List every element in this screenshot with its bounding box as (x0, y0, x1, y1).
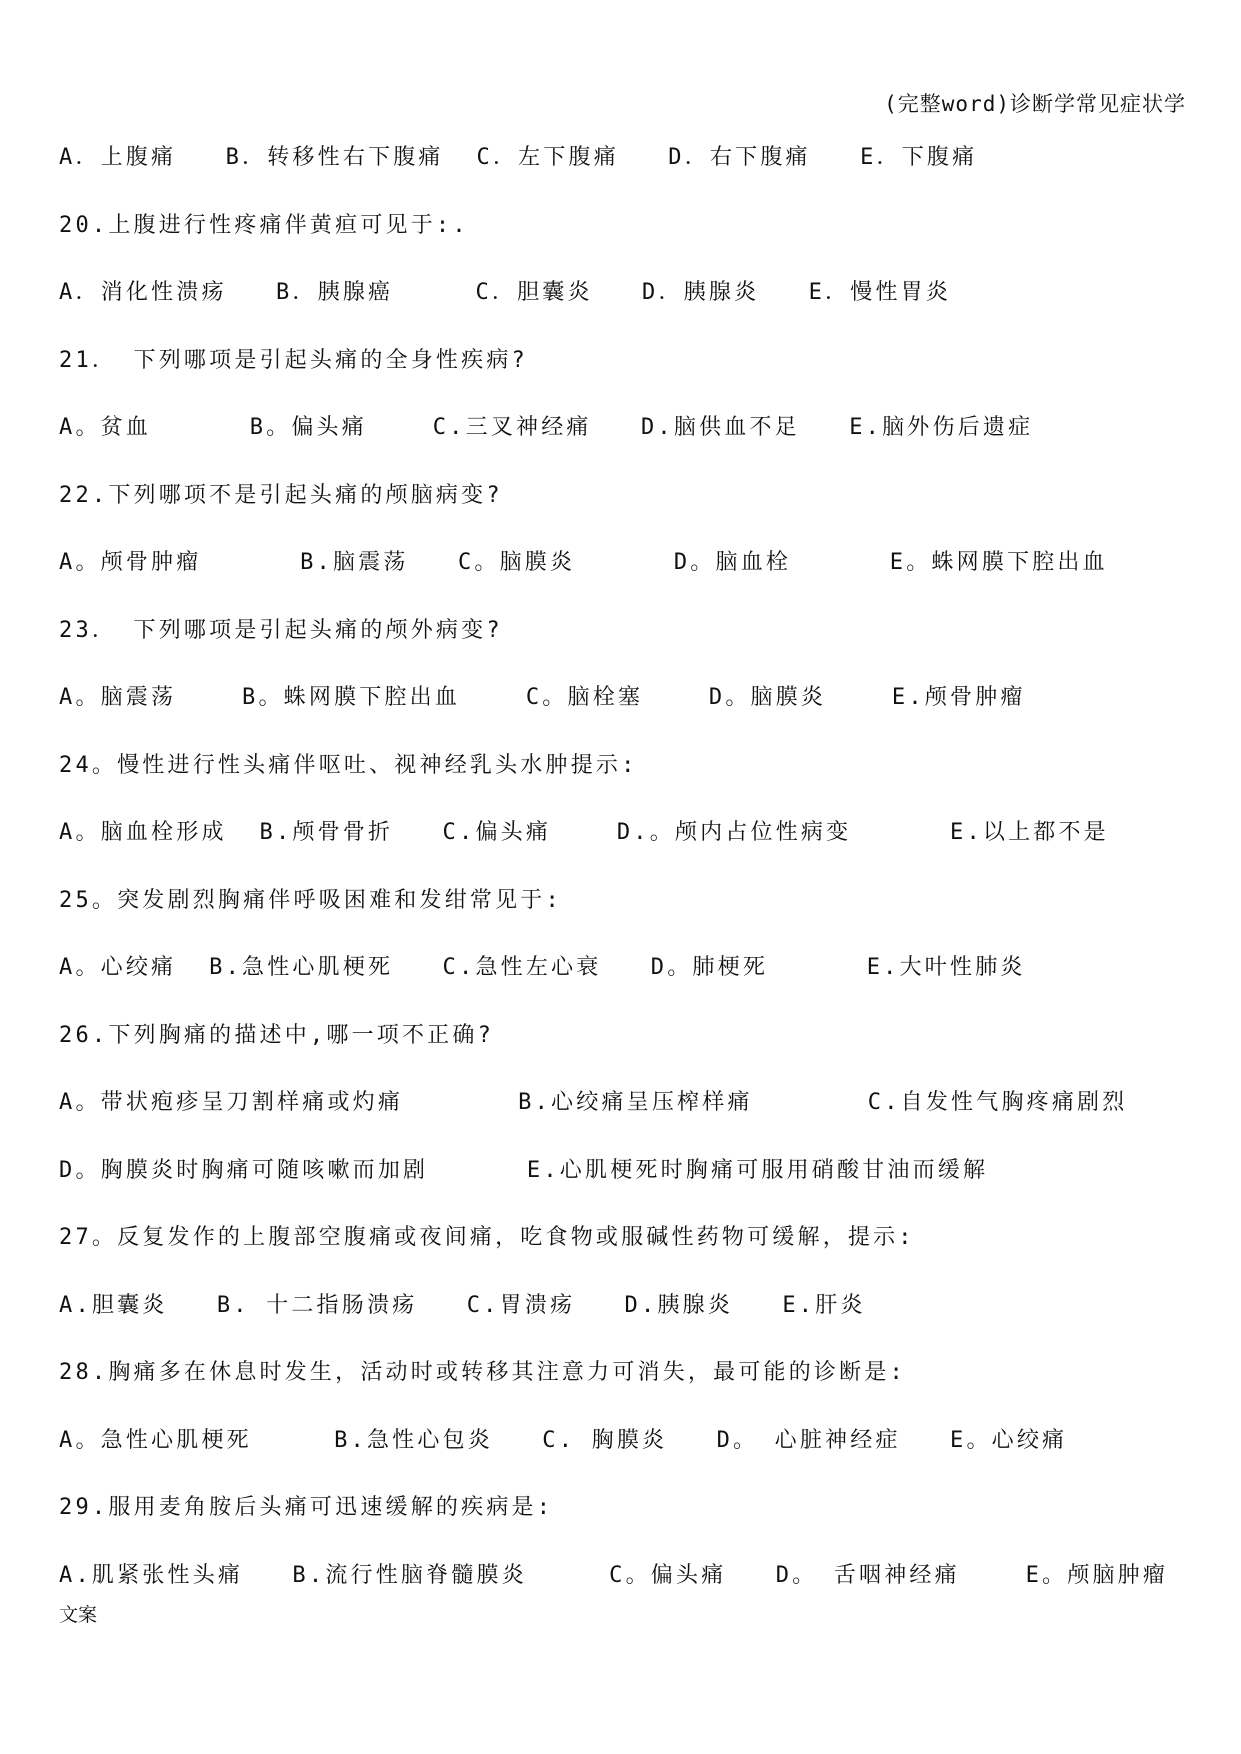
question-line: 21． 下列哪项是引起头痛的全身性疾病? (59, 347, 528, 373)
page-header-title: (完整word)诊断学常见症状学 (884, 92, 1186, 116)
question-line: 27。反复发作的上腹部空腹痛或夜间痛，吃食物或服碱性药物可缓解，提示: (59, 1225, 915, 1250)
question-line: 24。慢性进行性头痛伴呕吐、视神经乳头水肿提示: (59, 752, 638, 778)
options-line: A．消化性溃疡 B．胰腺癌 C．胆囊炎 D．胰腺炎 E．慢性胃炎 (59, 280, 952, 305)
options-line: D。胸膜炎时胸痛可随咳嗽而加剧 E.心肌梗死时胸痛可服用硝酸甘油而缓解 (59, 1157, 989, 1183)
question-line: 26.下列胸痛的描述中,哪一项不正确? (59, 1022, 495, 1048)
question-line: 29.服用麦角胺后头痛可迅速缓解的疾病是: (59, 1495, 554, 1520)
options-line: A。贫血 B。偏头痛 C.三叉神经痛 D.脑供血不足 E.脑外伤后遗症 (59, 415, 1034, 440)
options-line: A。颅骨肿瘤 B.脑震荡 C。脑膜炎 D。脑血栓 E。蛛网膜下腔出血 (59, 550, 1108, 575)
options-line: A。带状疱疹呈刀割样痛或灼痛 B.心绞痛呈压榨样痛 C.自发性气胸疼痛剧烈 (59, 1090, 1128, 1115)
options-line: A。心绞痛 B.急性心肌梗死 C.急性左心衰 D。肺梗死 E.大叶性肺炎 (59, 955, 1026, 980)
page-footer-label: 文案 (59, 1604, 98, 1626)
options-line: A.胆囊炎 B. 十二指肠溃疡 C.胃溃疡 D.胰腺炎 E.肝炎 (59, 1292, 866, 1318)
options-line: A.肌紧张性头痛 B.流行性脑脊髓膜炎 C。偏头痛 D。 舌咽神经痛 E。颅脑肿瘤 (59, 1562, 1169, 1588)
question-line: 23． 下列哪项是引起头痛的颅外病变? (59, 617, 503, 643)
options-line: A。急性心肌梗死 B.急性心包炎 C. 胸膜炎 D。 心脏神经症 E。心绞痛 (59, 1427, 1068, 1453)
options-line: A．上腹痛 B．转移性右下腹痛 C．左下腹痛 D．右下腹痛 E．下腹痛 (59, 145, 978, 170)
question-list (59, 138, 1189, 1623)
question-line: 25。突发剧烈胸痛伴呼吸困难和发绀常见于: (59, 887, 562, 913)
options-line: A。脑血栓形成 B.颅骨骨折 C.偏头痛 D.。颅内占位性病变 E.以上都不是 (59, 820, 1109, 845)
question-line: 28.胸痛多在休息时发生，活动时或转移其注意力可消失，最可能的诊断是: (59, 1360, 906, 1385)
options-line: A。脑震荡 B。蛛网膜下腔出血 C。脑栓塞 D。脑膜炎 E.颅骨肿瘤 (59, 685, 1026, 710)
question-line: 22.下列哪项不是引起头痛的颅脑病变? (59, 482, 503, 508)
question-line: 20.上腹进行性疼痛伴黄疸可见于:. (59, 212, 469, 238)
